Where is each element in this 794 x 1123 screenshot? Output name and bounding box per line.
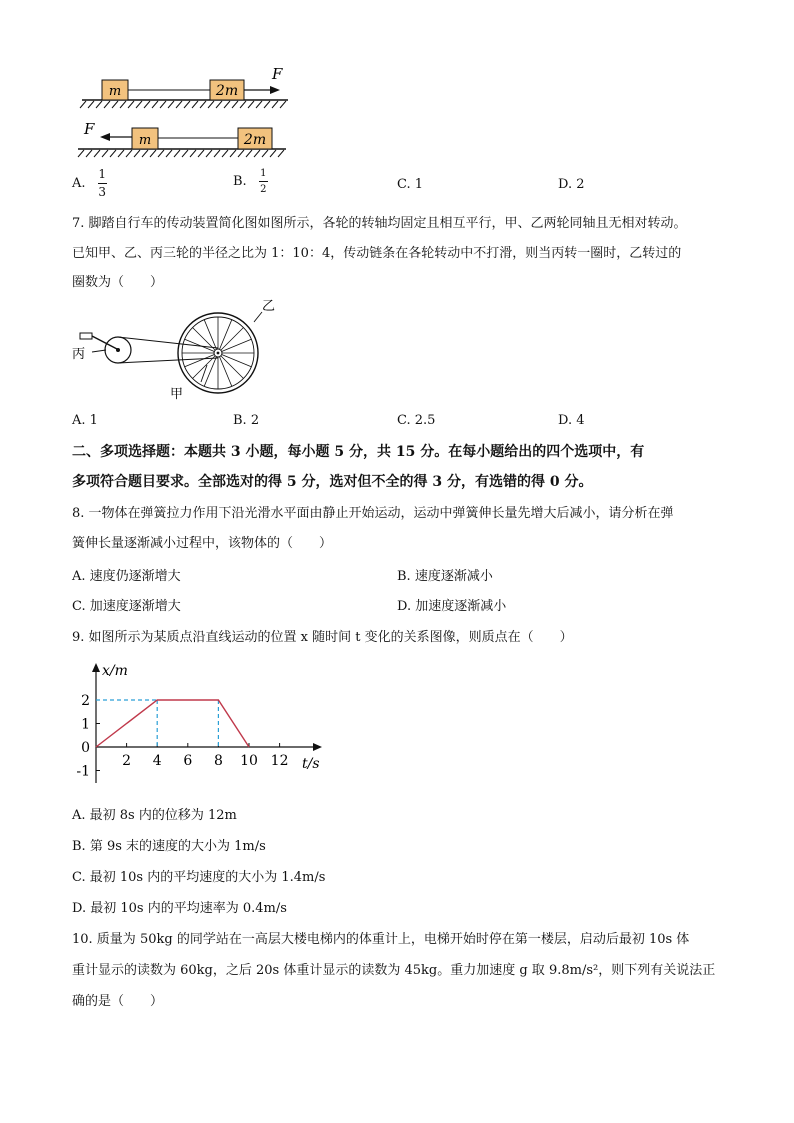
x-tick-label: 6: [183, 753, 193, 769]
q6-option-d[interactable]: D. 2: [558, 177, 585, 192]
q9-line-1: 9. 如图所示为某质点沿直线运动的位置 x 随时间 t 变化的关系图像，则质点在（ ）: [72, 630, 573, 645]
label-2m-bottom: 2m: [243, 132, 267, 148]
q8-line-1: 8. 一物体在弹簧拉力作用下沿光滑水平面由静止开始运动，运动中弹簧伸长量先增大后减小，请分析在弹: [72, 506, 674, 521]
q8-option-a[interactable]: A. 速度仍逐渐增大: [72, 569, 181, 584]
q7-option-b[interactable]: B. 2: [233, 413, 260, 428]
y-tick-label: -1: [76, 763, 90, 780]
q7-option-c[interactable]: C. 2.5: [397, 413, 436, 428]
q7-line-2: 已知甲、乙、丙三轮的半径之比为 1：10：4，传动链条在各轮转动中不打滑，则当丙转一圈时，乙转过的: [72, 246, 682, 261]
label-2m-top: 2m: [215, 83, 239, 99]
section-2-header-line-2: 多项符合题目要求。全部选对的得 5 分，选对但不全的得 3 分，有选错的得 0 分。: [72, 474, 593, 490]
label-F-bottom: F: [84, 120, 95, 138]
wheel-spoke: [193, 328, 219, 354]
q8-line-2: 簧伸长量逐渐减小过程中，该物体的（ ）: [72, 536, 333, 551]
q10-line-3: 确的是（ ）: [72, 994, 164, 1009]
q9-data-line: [96, 700, 249, 747]
label-m-bottom: m: [138, 133, 152, 148]
label-F-top: F: [272, 65, 283, 83]
fraction-one-half: $\frac{1}{2}$: [260, 168, 267, 195]
q9-option-a[interactable]: A. 最初 8s 内的位移为 12m: [72, 808, 237, 823]
label-yi: 乙: [262, 299, 276, 314]
label-m-top: m: [108, 84, 122, 99]
q7-bicycle-figure: [70, 292, 280, 404]
label-bing: 丙: [72, 347, 86, 362]
wheel-spoke: [218, 328, 244, 354]
q6-option-b[interactable]: B. $\frac{1}{2}$: [233, 168, 267, 195]
q7-option-a[interactable]: A. 1: [72, 413, 98, 428]
chain-upper: [118, 337, 218, 348]
y-tick-label: 0: [81, 740, 90, 756]
x-tick-label: 8: [213, 753, 223, 769]
q8-option-b[interactable]: B. 速度逐渐减小: [397, 569, 493, 584]
y-axis-arrow: [92, 663, 100, 672]
q7-option-d[interactable]: D. 4: [558, 413, 585, 428]
x-tick-label: 2: [122, 753, 132, 769]
q6-option-a[interactable]: A. $\frac{1}{3}$: [72, 167, 106, 199]
x-tick-label: 10: [240, 753, 258, 769]
q10-line-1: 10. 质量为 50kg 的同学站在一高层大楼电梯内的体重计上，电梯开始时停在第一楼层，启动后最初 10s 体: [72, 932, 690, 947]
label-jia: 甲: [170, 387, 184, 402]
q6-figure: [74, 62, 294, 158]
ground-hatch-bottom: [78, 150, 284, 157]
section-2-header-line-1: 二、多项选择题：本题共 3 小题，每小题 5 分，共 15 分。在每小题给出的四个选项中，有: [72, 444, 645, 460]
q7-line-3: 圈数为（ ）: [72, 275, 164, 290]
q8-option-c[interactable]: C. 加速度逐渐增大: [72, 599, 181, 614]
q8-option-d[interactable]: D. 加速度逐渐减小: [397, 599, 507, 614]
wheel-spoke: [193, 353, 219, 379]
pedal: [80, 333, 92, 339]
q9-option-c[interactable]: C. 最初 10s 内的平均速度的大小为 1.4m/s: [72, 870, 326, 885]
x-tick-label: 12: [270, 753, 289, 769]
y-tick-label: 1: [81, 716, 90, 733]
chain-lower: [118, 358, 218, 363]
q9-option-b[interactable]: B. 第 9s 末的速度的大小为 1m/s: [72, 839, 266, 854]
q10-line-2: 重计显示的读数为 60kg，之后 20s 体重计显示的读数为 45kg。重力加速度 g 取 9.8m/s²，则下列有关说法正: [72, 963, 716, 978]
q9-ticks: [76, 693, 288, 780]
q6-option-c[interactable]: C. 1: [397, 177, 424, 192]
q9-position-time-graph: [70, 655, 330, 790]
ground-hatch-top: [80, 101, 286, 108]
q9-dashed-guides: [96, 700, 218, 747]
x-axis-label: t/s: [302, 756, 320, 772]
y-tick-label: 2: [81, 693, 90, 709]
y-axis-label: x/m: [102, 663, 128, 679]
x-axis-arrow: [313, 743, 322, 751]
q9-option-d[interactable]: D. 最初 10s 内的平均速率为 0.4m/s: [72, 901, 287, 916]
fraction-one-third: $\frac{1}{3}$: [98, 167, 106, 199]
q7-line-1: 7. 脚踏自行车的传动装置简化图如图所示，各轮的转轴均固定且相互平行，甲、乙两轮同轴且无相对转动。: [72, 216, 687, 231]
x-tick-label: 4: [152, 753, 162, 769]
wheel-spoke: [218, 353, 244, 379]
